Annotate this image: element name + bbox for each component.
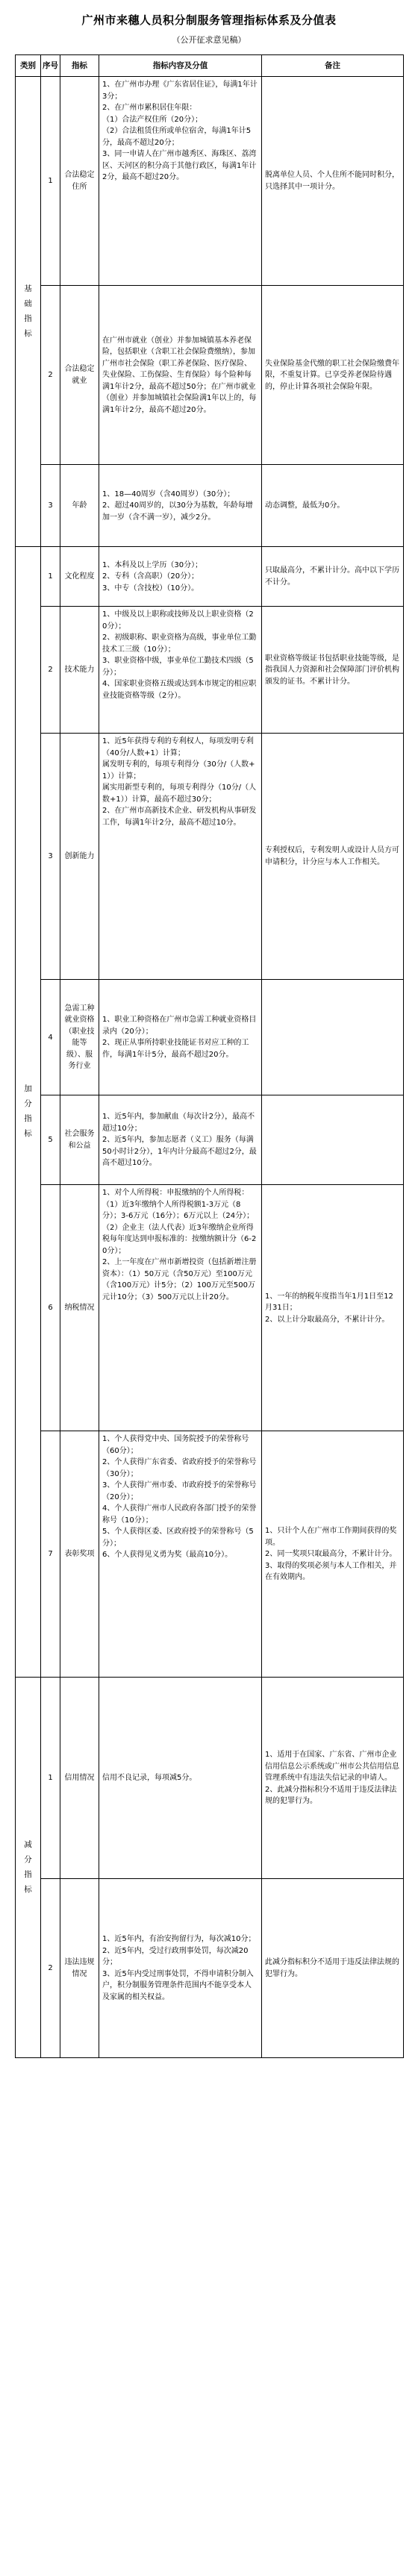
row-number: 1 (41, 547, 60, 607)
indicator-content: 1、对个人所得税：申报缴纳的个人所得税：（1）近3年缴纳个人所得税额1-3万元（8分）；3-6万元（16分）；6万元以上（24分）； （2）企业主（法人代表）近3年缴纳企业所得税每年度达到申报标准的：按缴纳额计分（6-20分）； 2、上一年度在广州市新增投资（包括新增注册资本）：（1）50万元（含50万元）至100万元（含100万元）计5分；（2）100万元至500万元计10分；（3）500万元以上计20分。 (99, 1185, 262, 1431)
table-row (16, 607, 404, 734)
indicator-name: 社会服务和公益 (60, 1095, 99, 1185)
indicator-name: 合法稳定住所 (60, 77, 99, 286)
indicator-remarks: 1、只计个人在广州市工作期间获得的奖项。 2、同一奖项只取最高分，不累计计分。 3、取得的奖项必须与本人工作相关，并在有效期内。 (262, 1431, 404, 1678)
indicator-content: 1、在广州市办理《广东省居住证》，每满1年计3分； 2、在广州市累积居住年限： （1）合法产权住所（20分）； （2）合法租赁住所或单位宿舍，每满1年计5分，最高不超过20分； 3、同一申请人在广州市越秀区、海珠区、荔湾区、天河区的积分高于其他行政区，每满1年计2分，最高不超过20分。 (99, 77, 262, 286)
category-label: 基础指标 (24, 284, 32, 338)
indicator-name: 纳税情况 (60, 1185, 99, 1431)
indicator-content: 1、职业工种资格在广州市急需工种就业资格目录内（20分）； 2、现正从事所持职业技能证书对应工种的工作，每满1年计5分，最高不超过20分。 (99, 980, 262, 1095)
indicator-remarks: 动态调整，最低为0分。 (262, 465, 404, 547)
indicator-content: 1、18—40周岁（含40周岁）（30分）； 2、超过40周岁的，以30分为基数，年龄每增加一岁（含不满一岁），减少2分。 (99, 465, 262, 547)
table-row (16, 1095, 404, 1185)
indicator-name: 违法违规情况 (60, 1879, 99, 2058)
category-cell (16, 77, 41, 547)
indicator-content: 信用不良记录，每项减5分。 (99, 1678, 262, 1879)
table-row (16, 1185, 404, 1431)
header-category: 类别 (16, 55, 41, 77)
table-row (16, 734, 404, 980)
indicator-name: 文化程度 (60, 547, 99, 607)
indicator-content: 1、中级及以上职称或技师及以上职业资格（20分）； 2、初级职称、职业资格为高级，事业单位工勤技术工三级（10分）； 3、职业资格中级，事业单位工勤技术四级（5分）； 4、国家职业资格五级或达到本市规定的相应职业技能资格等级（2分）。 (99, 607, 262, 734)
row-number: 5 (41, 1095, 60, 1185)
row-number: 2 (41, 1879, 60, 2058)
indicator-name: 创新能力 (60, 734, 99, 980)
indicator-content: 1、近5年内，参加献血（每次计2分），最高不超过10分； 2、近5年内，参加志愿者（义工）服务（每满50小时计2分），1年内计分最高不超过2分，最高不超过10分。 (99, 1095, 262, 1185)
table-row (16, 77, 404, 286)
table-row (16, 547, 404, 607)
table-row (16, 465, 404, 547)
row-number: 1 (41, 1678, 60, 1879)
row-number: 3 (41, 734, 60, 980)
indicator-remarks: 职业资格等级证书包括职业技能等级，是指我国人力资源和社会保障部门评价机构颁发的证书。不累计计分。 (262, 607, 404, 734)
row-number: 2 (41, 607, 60, 734)
row-number: 4 (41, 980, 60, 1095)
indicator-remarks: 1、适用于在国家、广东省、广州市企业信用信息公示系统或广州市公共信用信息管理系统中有违法失信记录的申请人。 2、此减分指标积分不适用于违反法律法规的犯罪行为。 (262, 1678, 404, 1879)
category-label: 减分指标 (24, 1839, 32, 1894)
header-content: 指标内容及分值 (99, 55, 262, 77)
indicator-name: 技术能力 (60, 607, 99, 734)
indicator-remarks (262, 980, 404, 1095)
row-number: 6 (41, 1185, 60, 1431)
indicator-name: 表彰奖项 (60, 1431, 99, 1678)
indicator-remarks: 1、一年的纳税年度指当年1月1日至12月31日； 2、以上计分取最高分，不累计计分。 (262, 1185, 404, 1431)
indicator-content: 1、个人获得党中央、国务院授予的荣誉称号（60分）； 2、个人获得广东省委、省政府授予的荣誉称号（30分）； 3、个人获得广州市委、市政府授予的荣誉称号（20分）； 4、个人获得广州市人民政府各部门授予的荣誉称号（10分）； 5、个人获得区委、区政府授予的荣誉称号（5分）； 6、个人获得见义勇为奖（最高10分）。 (99, 1431, 262, 1678)
table-row (16, 1431, 404, 1678)
indicator-content: 1、近5年获得专利的专利权人，每项发明专利（40分/人数+1）计算； 属发明专利的，每项专利得分（30分/（人数+1））计算； 属实用新型专利的，每项专利得分（10分/（人数+1））计算，最高不超过30分； 2、在广州市高新技术企业、研发机构从事研发工作，每满1年计2分，最高不超过10分。 (99, 734, 262, 980)
header-indicator: 指标 (60, 55, 99, 77)
document-title: 广州市来穗人员积分制服务管理指标体系及分值表 (81, 13, 337, 27)
indicator-name: 合法稳定就业 (60, 286, 99, 465)
indicator-remarks: 脱离单位人员、个人住所不能同时积分，只选择其中一项计分。 (262, 77, 404, 286)
table-row (16, 1879, 404, 2058)
indicator-remarks: 只取最高分，不累计计分。高中以下学历不计分。 (262, 547, 404, 607)
row-number: 7 (41, 1431, 60, 1678)
header-remarks: 备注 (262, 55, 404, 77)
indicator-name: 信用情况 (60, 1678, 99, 1879)
row-number: 3 (41, 465, 60, 547)
category-cell (16, 1678, 41, 2058)
indicator-remarks: 此减分指标积分不适用于违反法律法规的犯罪行为。 (262, 1879, 404, 2058)
indicator-table (15, 54, 404, 2058)
row-number: 2 (41, 286, 60, 465)
indicator-name: 年龄 (60, 465, 99, 547)
indicator-remarks: 失业保险基金代缴的职工社会保险缴费年限，不重复计算。已享受养老保险待遇的，停止计算各项社会保险年限。 (262, 286, 404, 465)
document-subtitle: （公开征求意见稿） (172, 35, 246, 45)
indicator-remarks (262, 1095, 404, 1185)
table-header-row (16, 55, 404, 77)
indicator-name: 急需工种就业资格（职业技能等级）、服务行业 (60, 980, 99, 1095)
indicator-remarks: 专利授权后，专利发明人或设计人员方可申请积分，计分应与本人工作相关。 (262, 734, 404, 980)
table-row (16, 286, 404, 465)
table-row (16, 980, 404, 1095)
table-row (16, 1678, 404, 1879)
indicator-content: 在广州市就业（创业）并参加城镇基本养老保险，包括职业（含职工社会保险费缴纳），参加广州市社会保险（职工养老保险、医疗保险、失业保险、工伤保险、生育保险）每个险种每满1年计2分，最高不超过50分；在广州市就业（创业）并参加城镇社会保险满1年以上的，每满1年计2分，最高不超过20分。 (99, 286, 262, 465)
category-cell (16, 547, 41, 1678)
indicator-content: 1、本科及以上学历（30分）； 2、专科（含高职）（20分）； 3、中专（含技校）（10分）。 (99, 547, 262, 607)
category-label: 加分指标 (24, 1084, 32, 1139)
indicator-content: 1、近5年内，有治安拘留行为，每次减10分； 2、近5年内，受过行政刑事处罚，每次减20分； 3、近5年内受过刑事处罚，不得申请积分制入户，积分制服务管理条件范围内不能享受本人及家属的相关权益。 (99, 1879, 262, 2058)
row-number: 1 (41, 77, 60, 286)
header-number: 序号 (41, 55, 60, 77)
